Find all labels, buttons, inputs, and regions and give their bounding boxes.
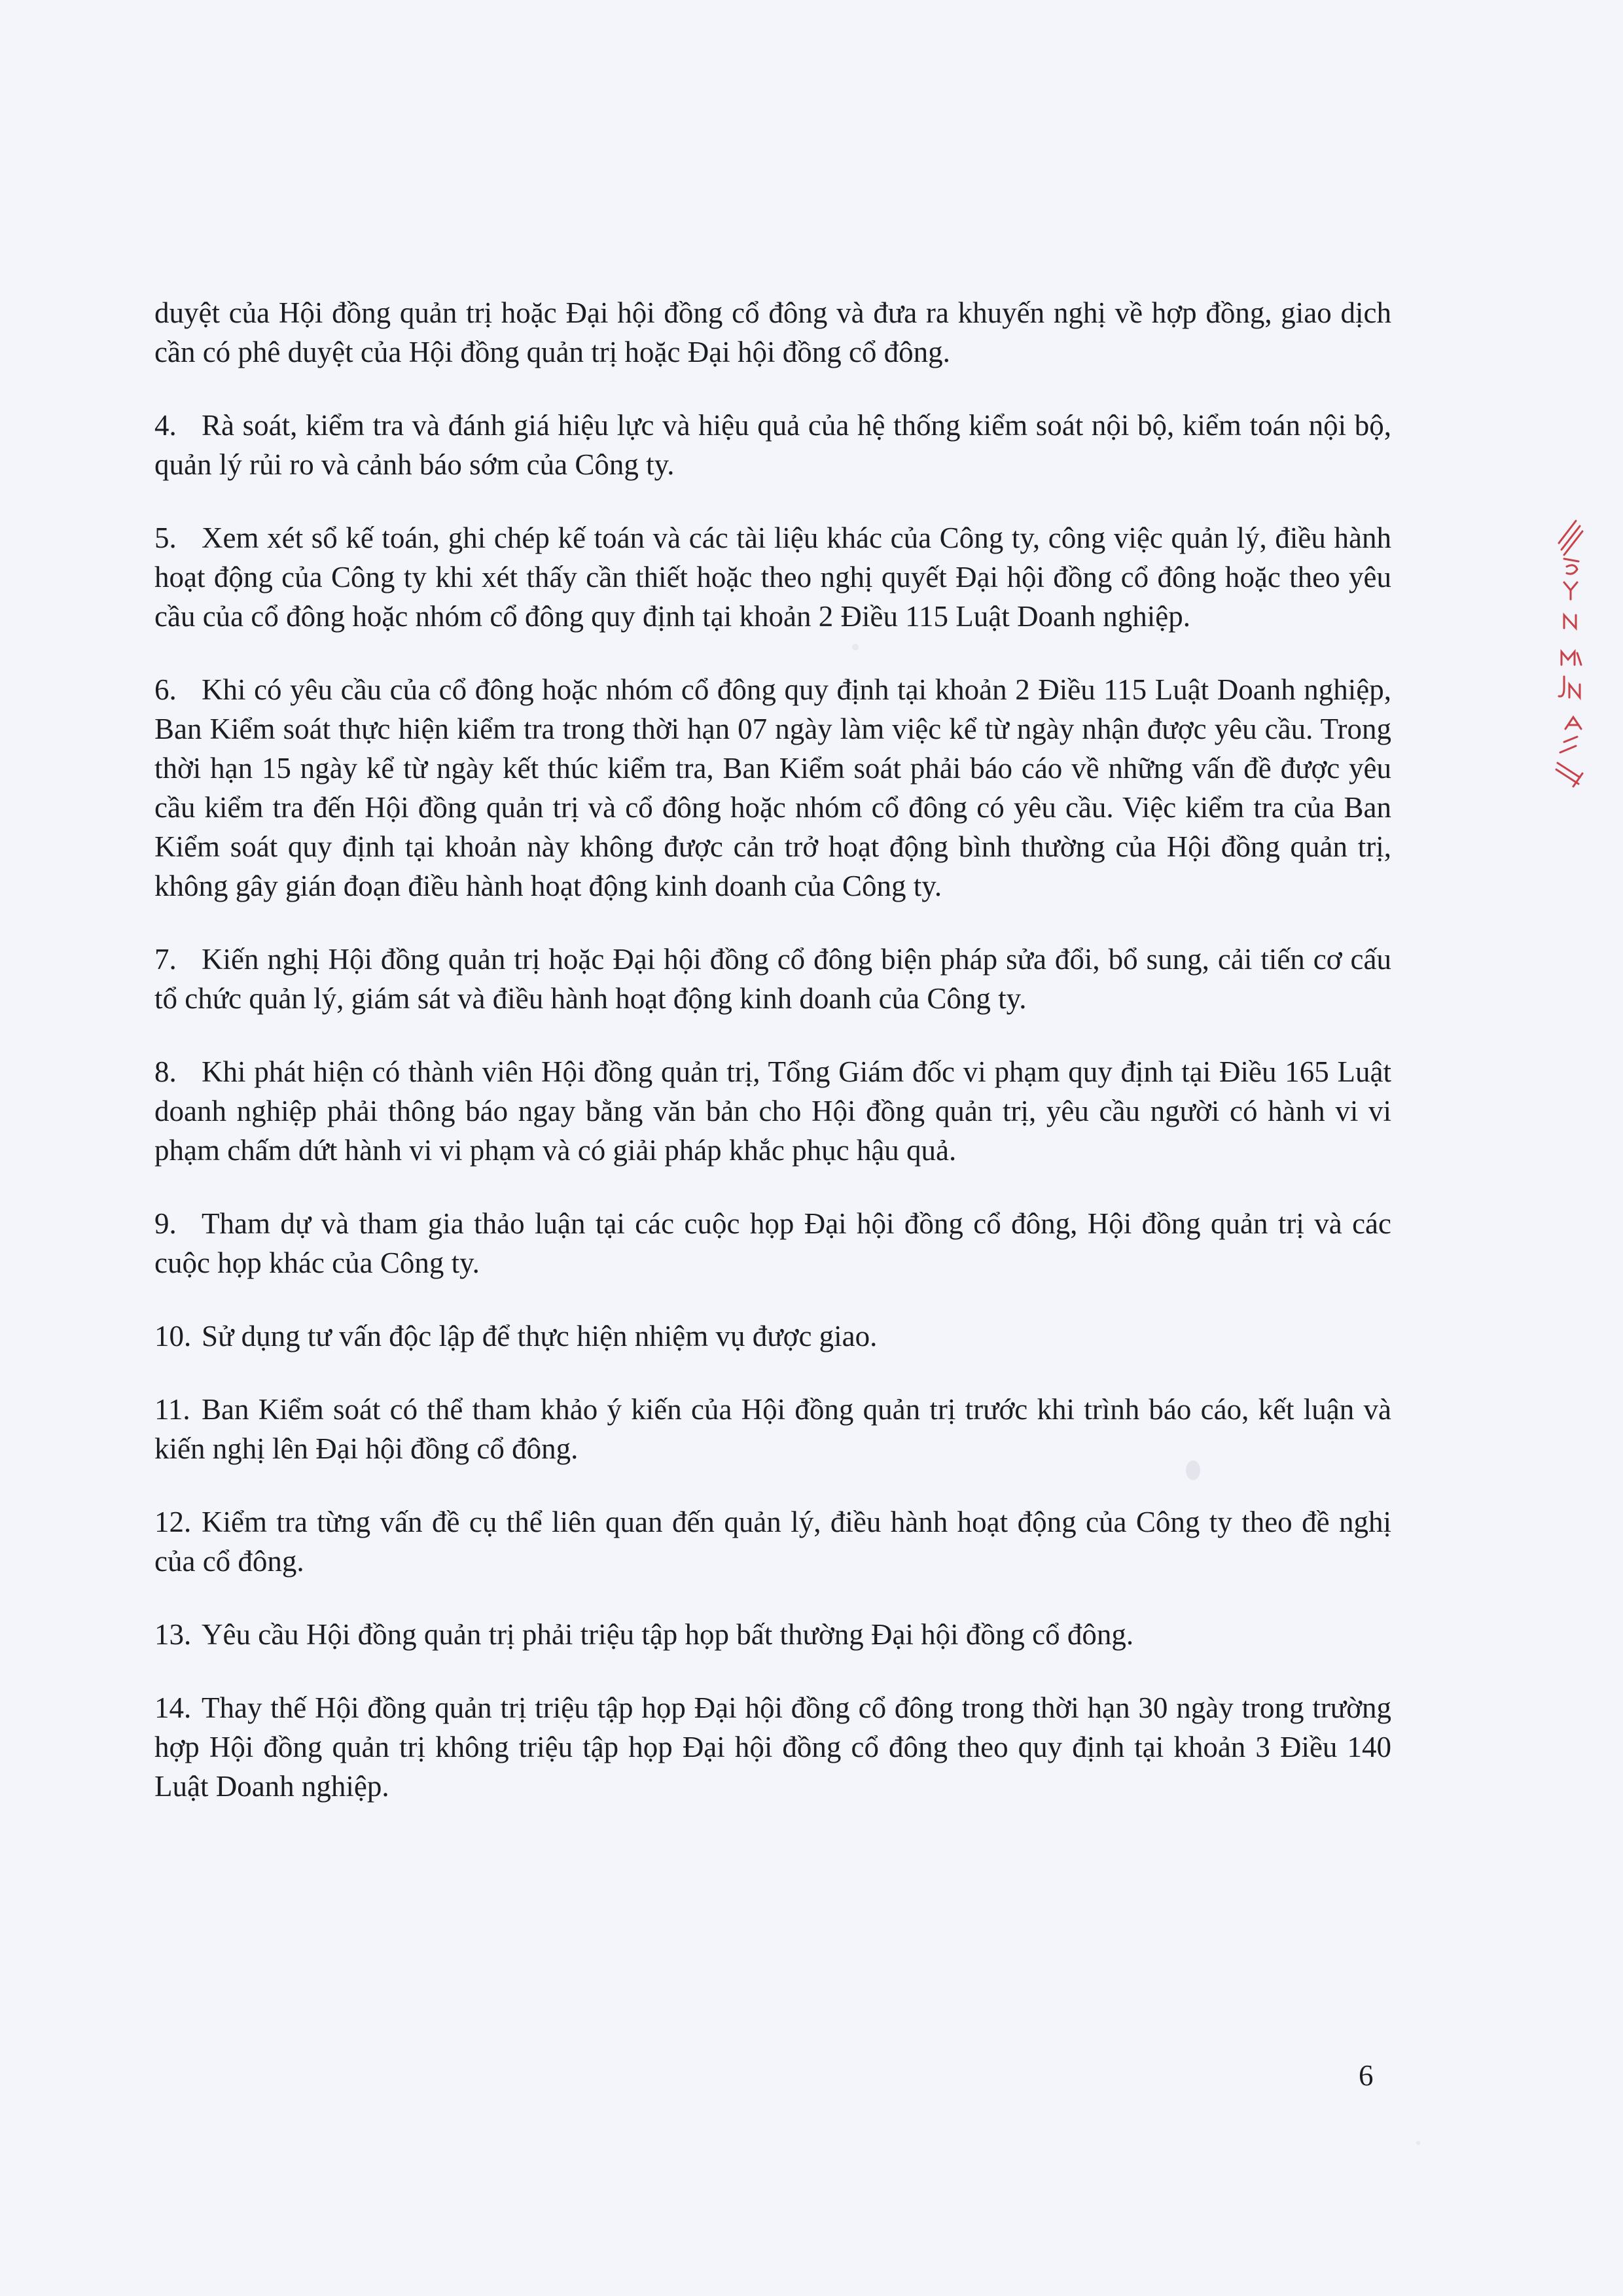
paragraph-text: Kiến nghị Hội đồng quản trị hoặc Đại hội đồng cổ đông biện pháp sửa đổi, bổ sung, cải tiến cơ cấu tổ chức quản lý, giám sát và điều hành hoạt động kinh doanh của Công ty.	[154, 943, 1391, 1015]
paragraph-item-5	[154, 518, 1391, 636]
paragraph-continuation	[154, 293, 1391, 372]
paragraph-number: 7.	[154, 943, 177, 976]
paragraph-text: Khi có yêu cầu của cổ đông hoặc nhóm cổ đông quy định tại khoản 2 Điều 115 Luật Doanh nghiệp, Ban Kiểm soát thực hiện kiểm tra trong thời hạn 07 ngày làm việc kể từ ngày nhận được yêu cầu. Trong thời hạn 15 ngày kể từ ngày kết thúc kiểm tra, Ban Kiểm soát phải báo cáo về những vấn đề được yêu cầu kiểm tra đến Hội đồng quản trị và cổ đông hoặc nhóm cổ đông có yêu cầu. Việc kiểm tra của Ban Kiểm soát quy định tại khoản này không được cản trở hoạt động bình thường của Hội đồng quản trị, không gây gián đoạn điều hành hoạt động kinh doanh của Công ty.	[154, 673, 1391, 902]
paragraph-number: 12.	[154, 1506, 192, 1538]
paragraph-item-10	[154, 1316, 1391, 1356]
paragraph-text: Xem xét sổ kế toán, ghi chép kế toán và các tài liệu khác của Công ty, công việc quản lý, điều hành hoạt động của Công ty khi xét thấy cần thiết hoặc theo nghị quyết Đại hội đồng cổ đông hoặc theo yêu cầu của cổ đông hoặc nhóm cổ đông quy định tại khoản 2 Điều 115 Luật Doanh nghiệp.	[154, 521, 1391, 633]
paragraph-item-9	[154, 1204, 1391, 1282]
paragraph-text: Thay thế Hội đồng quản trị triệu tập họp Đại hội đồng cổ đông trong thời hạn 30 ngày trong trường hợp Hội đồng quản trị không triệu tập họp Đại hội đồng cổ đông theo quy định tại khoản 3 Điều 140 Luật Doanh nghiệp.	[154, 1691, 1391, 1803]
paragraph-text: Khi phát hiện có thành viên Hội đồng quản trị, Tổng Giám đốc vi phạm quy định tại Điều 165 Luật doanh nghiệp phải thông báo ngay bằng văn bản cho Hội đồng quản trị, yêu cầu người có hành vi vi phạm chấm dứt hành vi vi phạm và có giải pháp khắc phục hậu quả.	[154, 1055, 1391, 1167]
paragraph-text: Yêu cầu Hội đồng quản trị phải triệu tập họp bất thường Đại hội đồng cổ đông.	[202, 1618, 1134, 1651]
paragraph-item-4	[154, 406, 1391, 484]
paragraph-item-11	[154, 1390, 1391, 1468]
scan-speck	[1186, 1460, 1200, 1480]
paragraph-text: Ban Kiểm soát có thể tham khảo ý kiến của Hội đồng quản trị trước khi trình báo cáo, kết luận và kiến nghị lên Đại hội đồng cổ đông.	[154, 1393, 1391, 1465]
paragraph-item-8	[154, 1052, 1391, 1170]
paragraph-item-14	[154, 1688, 1391, 1806]
paragraph-number: 5.	[154, 521, 177, 554]
paragraph-number: 10.	[154, 1320, 192, 1352]
paragraph-number: 4.	[154, 409, 177, 442]
paragraph-text: Rà soát, kiểm tra và đánh giá hiệu lực và hiệu quả của hệ thống kiểm soát nội bộ, kiểm toán nội bộ, quản lý rủi ro và cảnh báo sớm của Công ty.	[154, 409, 1391, 481]
paragraph-number: 6.	[154, 673, 177, 706]
paragraph-item-6	[154, 670, 1391, 906]
paragraph-number: 8.	[154, 1055, 177, 1088]
paragraph-text: duyệt của Hội đồng quản trị hoặc Đại hội đồng cổ đông và đưa ra khuyến nghị về hợp đồng, giao dịch cần có phê duyệt của Hội đồng quản trị hoặc Đại hội đồng cổ đông.	[154, 296, 1391, 368]
scan-speck	[1416, 2141, 1420, 2145]
paragraph-number: 9.	[154, 1207, 177, 1240]
paragraph-item-7	[154, 940, 1391, 1018]
document-body	[154, 293, 1391, 1840]
paragraph-text: Sử dụng tư vấn độc lập để thực hiện nhiệm vụ được giao.	[202, 1320, 878, 1352]
paragraph-item-13	[154, 1615, 1391, 1654]
scan-speck	[852, 644, 859, 650]
paragraph-item-12	[154, 1502, 1391, 1581]
paragraph-text: Kiểm tra từng vấn đề cụ thể liên quan đến quản lý, điều hành hoạt động của Công ty theo đề nghị của cổ đông.	[154, 1506, 1391, 1578]
paragraph-text: Tham dự và tham gia thảo luận tại các cuộc họp Đại hội đồng cổ đông, Hội đồng quản trị và các cuộc họp khác của Công ty.	[154, 1207, 1391, 1279]
page-number: 6	[1359, 2059, 1374, 2092]
seal-stamp-icon	[1544, 517, 1597, 805]
paragraph-number: 14.	[154, 1691, 192, 1724]
paragraph-number: 11.	[154, 1393, 190, 1426]
paragraph-number: 13.	[154, 1618, 192, 1651]
